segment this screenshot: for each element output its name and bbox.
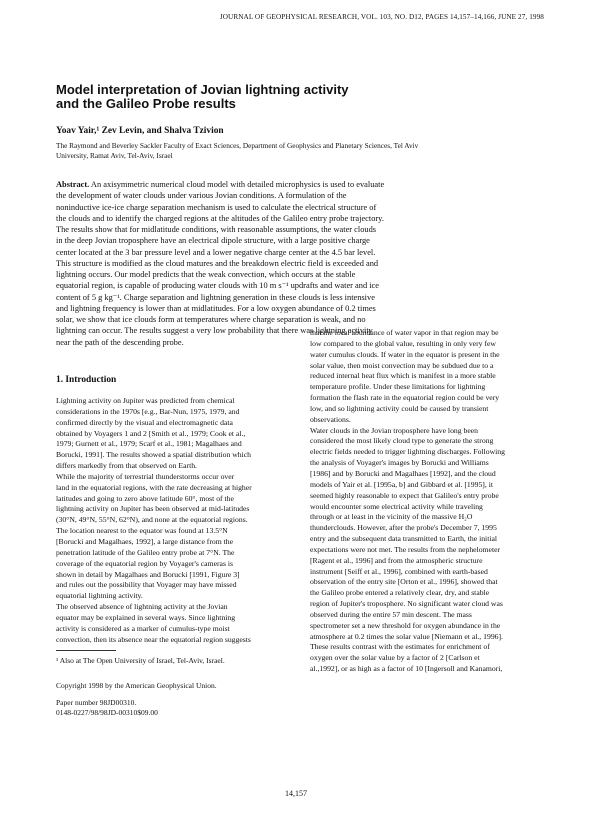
text-line: the Galileo probe entered a relatively clear, dry, and stable: [310, 588, 490, 598]
affiliation-line-2: University, Ramat Aviv, Tel-Aviv, Israel: [56, 151, 173, 160]
text-line: solar value, then moist convection may be subdued due to a: [310, 360, 494, 370]
text-line: the analysis of Voyager's images by Borucki and Williams: [310, 458, 489, 468]
title-line-1: Model interpretation of Jovian lightning activity: [56, 82, 349, 97]
text-line: reduced internal heat flux which is manifest in a more stable: [310, 371, 496, 381]
abstract: [56, 179, 546, 348]
text-line: low, and so lightning activity could be caused by transient: [310, 403, 489, 413]
text-line: oxygen over the solar value by a factor of 2 [Carlson et: [310, 653, 480, 663]
text-line: atmosphere at 0.2 times the solar value [Niemann et al., 1996].: [310, 631, 503, 641]
paper-number: Paper number 98JD00310.: [56, 697, 137, 707]
text-line: These results contrast with the estimates for enrichment of: [310, 642, 490, 652]
issn-line: 0148-0227/98/98JD-00310$09.00: [56, 708, 158, 717]
text-line: observation of the entry site [Orton et al., 1996], showed that: [310, 577, 498, 587]
abstract-line: lightning can occur. The results suggest a very low probability that there was lightning activity: [56, 326, 373, 336]
section-heading-introduction: 1. Introduction: [56, 375, 117, 385]
text-line: observed during the entire 57 min descent. The mass: [310, 609, 472, 619]
abstract-line: The results show that for midlatitude conditions, with reasonable assumptions, the water clouds: [56, 225, 377, 234]
copyright-block: [56, 681, 296, 719]
text-line: [1986] and by Borucki and Magalhaes [1992], and the cloud: [310, 468, 496, 478]
text-line: [Borucki and Magalhaes, 1992], a large distance from the: [56, 536, 234, 546]
abstract-line: the development of water clouds under various Jovian conditions. A formulation of the: [56, 191, 347, 201]
text-line: convection, then its absence near the equatorial region suggests: [56, 634, 251, 644]
text-line: latitudes and going to zero above latitude 60°, most of the: [56, 493, 234, 503]
text-line: temperature profile. Under these limitations for lightning: [310, 382, 486, 392]
text-line: electric fields needed to trigger lightning discharges. Following: [310, 447, 505, 457]
text-line: coverage of the equatorial region by Voyager's cameras is: [56, 558, 233, 568]
text-line: through or at least in the vicinity of the massive H₂O: [310, 512, 473, 522]
text-line: [Ragent et al., 1996] and from the atmospheric structure: [310, 555, 483, 565]
footnote: ¹ Also at The Open University of Israel, Tel-Aviv, Israel.: [56, 656, 225, 665]
text-line: equatorial lightning activity.: [56, 591, 143, 601]
text-line: Water clouds in the Jovian troposphere have long been: [310, 425, 479, 435]
abstract-line: solar, we show that ice clouds form at temperatures where charge separation is weak, and no: [56, 315, 366, 324]
copyright-line: Copyright 1998 by the American Geophysical Union.: [56, 681, 217, 690]
title-line-2: and the Galileo Probe results: [56, 95, 236, 111]
text-line: considerations in the 1970s [e.g., Bar-Nun, 1975, 1979, and: [56, 406, 240, 416]
abstract-line: the clouds and to identify the charged regions at the altitudes of the Galileo entry probe trajectory.: [56, 213, 384, 223]
text-line: shown in detail by Magalhaes and Borucki [1991, Figure 3]: [56, 569, 240, 579]
text-line: thunderclouds. However, after the probe's December 7, 1995: [310, 523, 497, 533]
abstract-line: center located at the 3 bar pressure level and a lower negative charge center at the 4.5 bar level.: [56, 247, 376, 257]
abstract-text: An axisymmetric numerical cloud model with detailed microphysics is used to evaluate: [89, 180, 385, 189]
text-line: differs markedly from that observed on Earth.: [56, 461, 197, 471]
text-line: that the local abundance of water vapor in that region may be: [310, 328, 499, 337]
text-line: and rules out the possibility that Voyager may have missed: [56, 580, 237, 590]
text-line: region of Jupiter's troposphere. No significant water cloud was: [310, 599, 503, 609]
text-line: expectations were not met. The results from the nephelometer: [310, 544, 501, 554]
text-line: (30°N, 49°N, 55°N, 62°N), and none at the equatorial regions.: [56, 515, 248, 525]
abstract-line: and lightning frequency is lower than at midlatitudes. For a low oxygen abundance of 0.2 times: [56, 303, 376, 313]
abstract-line: lightning occurs. Our model predicts that the weak convection, which occurs at the stable: [56, 270, 356, 279]
text-line: equator may be explained in several ways. Since lightning: [56, 612, 236, 622]
text-line: penetration latitude of the Galileo entry probe at 7°N. The: [56, 547, 235, 557]
abstract-label: Abstract.: [56, 180, 90, 189]
text-line: obtained by Voyagers 1 and 2 [Smith et al., 1979; Cook et al.,: [56, 428, 246, 438]
abstract-line: content of 5 g kg⁻¹. Charge separation and lightning generation in these clouds is less intensive: [56, 292, 375, 302]
journal-header: JOURNAL OF GEOPHYSICAL RESEARCH, VOL. 103, NO. D12, PAGES 14,157–14,166, JUNE 27, 1998: [219, 13, 544, 21]
abstract-line: in the deep Jovian troposphere have an electrical dipole structure, with a large positive charge: [56, 236, 370, 246]
text-line: al.,1992], or as high as a factor of 10 [Ingersoll and Kanamori,: [310, 664, 503, 674]
text-line: While the majority of terrestrial thunderstorms occur over: [56, 471, 235, 481]
text-line: instrument [Seiff et al., 1996], combined with earth-based: [310, 566, 488, 576]
text-line: The location nearest to the equator was found at 13.5°N: [56, 526, 228, 536]
abstract-line: This structure is modified as the cloud matures and the breakdown electric field is exceeded and: [56, 258, 379, 268]
text-line: seemed highly reasonable to expect that Galileo's entry probe: [310, 490, 499, 500]
text-line: formation the flash rate in the equatorial region could be very: [310, 393, 500, 403]
text-line: 1979; Gurnett et al., 1979; Scarf et al., 1981; Magalhaes and: [56, 439, 242, 449]
text-line: lightning activity on Jupiter has been observed at mid-latitudes: [56, 504, 250, 514]
abstract-line: equatorial region, is capable of producing water clouds with 10 m s⁻¹ updrafts and water and ice: [56, 281, 379, 291]
text-line: considered the most likely cloud type to generate the strong: [310, 436, 494, 446]
article-title: [56, 83, 349, 110]
text-line: spectrometer set a new threshold for oxygen abundance in the: [310, 620, 501, 630]
right-column: [310, 328, 555, 675]
author-list: Yoav Yair,¹ Zev Levin, and Shalva Tzivion: [56, 126, 224, 136]
abstract-line: noninductive ice-ice charge separation mechanism is used to calculate the electrical structure of: [56, 202, 377, 212]
page-number: 14,157: [285, 789, 307, 798]
text-line: models of Yair et al. [1995a, b] and Gibbard et al. [1995], it: [310, 479, 493, 489]
text-line: land in the equatorial regions, with the rate decreasing at higher: [56, 482, 252, 492]
text-line: activity is considered as a marker of cumulus-type moist: [56, 623, 230, 633]
affiliation-line-1: The Raymond and Beverley Sackler Faculty of Exact Sciences, Department of Geophysics and Planetary Sciences, Tel Aviv: [56, 141, 419, 150]
left-column: [56, 396, 294, 645]
text-line: would encounter some electrical activity while traveling: [310, 501, 483, 511]
text-line: confirmed directly by the visual and electromagnetic data: [56, 417, 233, 427]
abstract-line: [56, 179, 546, 190]
text-line: Lightning activity on Jupiter was predicted from chemical: [56, 396, 235, 405]
abstract-line: near the path of the descending probe.: [56, 337, 184, 347]
text-line: The observed absence of lightning activity at the Jovian: [56, 602, 228, 612]
text-line: water cumulus clouds. If water in the equator is present in the: [310, 349, 500, 359]
text-line: Borucki, 1991]. The results showed a spatial distribution which: [56, 450, 252, 460]
text-line: observations.: [310, 414, 351, 424]
text-line: low compared to the global value, resulting in only very few: [310, 338, 496, 348]
affiliation: [56, 141, 556, 161]
text-line: entry and the subsequent data transmitted to Earth, the initial: [310, 534, 498, 544]
footnote-divider: [56, 650, 116, 651]
